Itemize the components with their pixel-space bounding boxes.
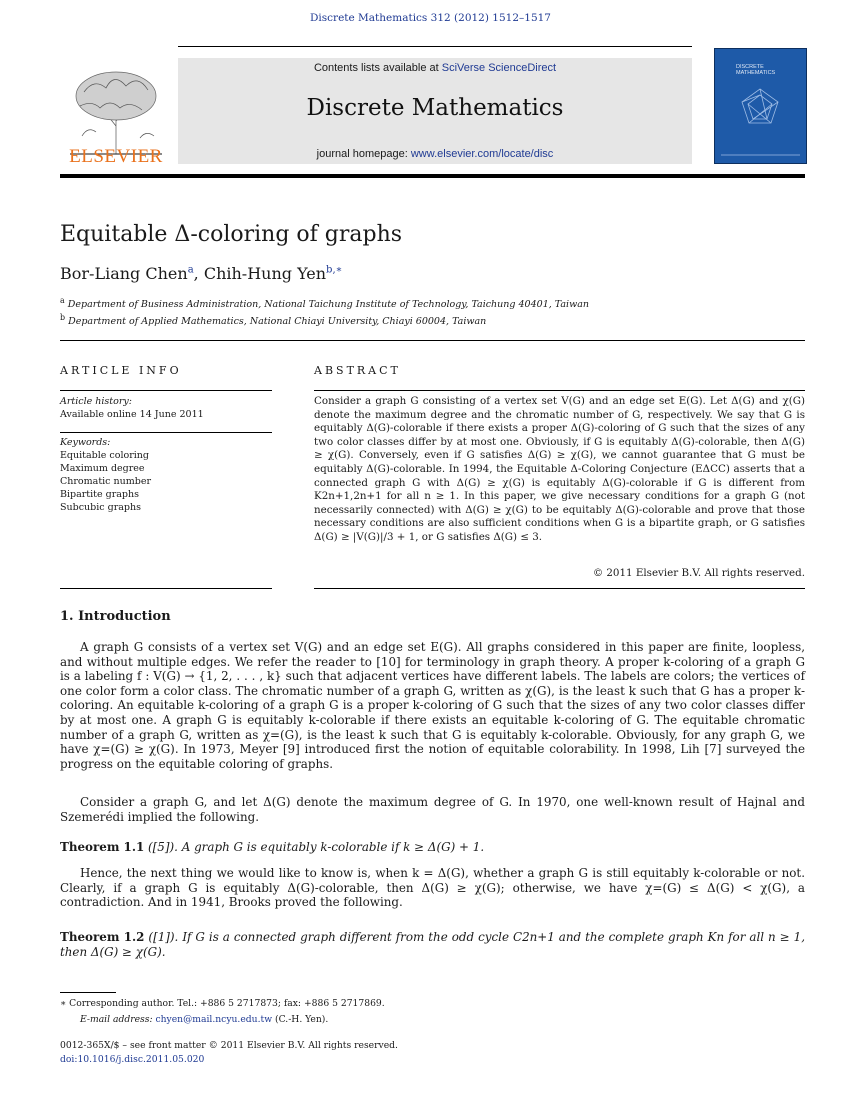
doi-link[interactable]: doi:10.1016/j.disc.2011.05.020 <box>60 1054 205 1065</box>
email-link[interactable]: chyen@mail.ncyu.edu.tw <box>155 1014 273 1025</box>
journal-name: Discrete Mathematics <box>306 95 564 121</box>
theorem <box>60 930 805 959</box>
article-info-heading: ARTICLE INFO <box>60 364 182 377</box>
theorem-statement: A graph G is equitably k-colorable if k ≥ Δ(G) + 1. <box>181 840 485 854</box>
info-divider <box>60 588 272 589</box>
affiliation-mark[interactable]: a <box>187 264 194 276</box>
keywords-label: Keywords: <box>60 437 111 448</box>
abstract-heading: ABSTRACT <box>314 364 401 377</box>
contents-prefix: Contents lists available at <box>313 62 442 74</box>
body-paragraph: A graph G consists of a vertex set V(G) and an edge set E(G). All graphs considered in this paper are finite, loopless, and without multiple edges. We refer the reader to [10] for terminology in graph theory. A proper k-coloring of a graph G is a labeling f : V(G) → {1, 2, . . . , k} such that adjacent vertices have different labels. The labels are colors; the vertices of one color form a color class. The chromatic number of a graph G, written as χ(G), is the least k such that G has a proper k-coloring. An equitable k-coloring of a graph G is a proper k-coloring of G such that the sizes of any two color classes differ by at most one. A graph G is equitably k-colorable if there exists an equitable k-coloring of G. The equitable chromatic number of a graph G, written as χ=(G), is the least k such that G is equitably k-colorable. Obviously, for any graph G, we have χ=(G) ≥ χ(G). In 1973, Meyer [9] introduced first the notion of equitable colorability. In 1998, Lih [7] surveyed the progress on the equitable coloring of graphs. <box>60 640 805 771</box>
keyword: Chromatic number <box>60 476 152 487</box>
header-divider <box>178 46 692 47</box>
affiliation-text: Department of Business Administration, National Taichung Institute of Technology, Taichung 40401, Taiwan <box>67 299 589 311</box>
abstract-divider <box>314 390 805 391</box>
theorem <box>60 840 805 855</box>
keyword: Subcubic graphs <box>60 502 141 513</box>
keywords-list <box>60 449 151 514</box>
affiliation-mark[interactable]: b,∗ <box>326 264 343 276</box>
author-name: Chih-Hung Yen <box>203 264 327 283</box>
journal-reference[interactable]: Discrete Mathematics 312 (2012) 1512–1517 <box>310 12 551 24</box>
abstract-text: Consider a graph G consisting of a vertex set V(G) and an edge set E(G). Let Δ(G) and χ(G) denote the maximum degree and the chromatic number of G, respectively. We say that G is equitably Δ(G)-colorable if there exists a proper Δ(G)-coloring of G such that the sizes of any two color classes differ by at most one. Obviously, if G is equitably Δ(G)-colorable, then Δ(G) ≥ χ(G). Conversely, even if G satisfies Δ(G) ≥ χ(G), we cannot guarantee that G must be equitably Δ(G)-colorable. In 1994, the Equitable Δ-Coloring Conjecture (EΔCC) asserts that a connected graph G with Δ(G) ≥ χ(G) is equitably Δ(G)-colorable if G is different from K2n+1,2n+1 for all n ≥ 1. In this paper, we give necessary conditions for a graph G (not necessarily connected) with Δ(G) ≥ χ(G) to be equitably Δ(G)-colorable and prove that those necessary conditions are also sufficient conditions when G is a bipartite graph, or G satisfies Δ(G) ≥ |V(G)|/3 + 1, or G satisfies Δ(G) ≤ 3. <box>314 395 805 543</box>
author-line <box>60 264 342 283</box>
body-paragraph: Hence, the next thing we would like to know is, when k = Δ(G), whether a graph G is still equitably k-colorable or not. Clearly, if a graph G is equitably Δ(G)-colorable, then Δ(G) ≥ χ(G); otherwise, we have χ=(G) ≤ Δ(G) < χ(G), a contradiction. And in 1941, Brooks proved the following. <box>60 866 805 910</box>
theorem-label: Theorem 1.2 <box>60 930 145 944</box>
issn-line: 0012-365X/$ – see front matter © 2011 Elsevier B.V. All rights reserved. <box>60 1040 398 1051</box>
corresponding-author-note: ∗ Corresponding author. Tel.: +886 5 2717873; fax: +886 5 2717869. <box>60 998 385 1009</box>
affiliation-text: Department of Applied Mathematics, National Chiayi University, Chiayi 60004, Taiwan <box>68 316 487 328</box>
footnote-divider <box>60 992 116 993</box>
homepage-link[interactable]: www.elsevier.com/locate/disc <box>410 148 554 160</box>
email-label: E-mail address: <box>80 1014 156 1025</box>
theorem-citation[interactable]: ([1]). <box>144 930 183 944</box>
contents-line <box>178 62 692 74</box>
homepage-line <box>178 148 692 160</box>
section-heading: 1. Introduction <box>60 609 171 624</box>
keyword: Equitable coloring <box>60 450 149 461</box>
theorem-label: Theorem 1.1 <box>60 840 145 854</box>
affiliation-label: a <box>60 296 65 305</box>
history-label: Article history: <box>60 396 132 407</box>
affiliation <box>60 296 589 310</box>
abstract-divider <box>314 588 805 589</box>
article-title: Equitable Δ-coloring of graphs <box>60 222 403 247</box>
keyword: Bipartite graphs <box>60 489 139 500</box>
masthead-rule <box>60 174 805 178</box>
affiliation-label: b <box>60 313 66 322</box>
keyword: Maximum degree <box>60 463 145 474</box>
sciencedirect-link[interactable]: SciVerse ScienceDirect <box>441 62 557 74</box>
cover-title: DISCRETE MATHEMATICS <box>736 64 776 76</box>
publisher-wordmark[interactable]: ELSEVIER <box>69 146 163 167</box>
author-separator: , <box>193 264 204 283</box>
email-note <box>80 1014 328 1025</box>
copyright-notice: © 2011 Elsevier B.V. All rights reserved. <box>592 567 805 579</box>
homepage-prefix: journal homepage: <box>316 148 411 160</box>
body-paragraph: Consider a graph G, and let Δ(G) denote the maximum degree of G. In 1970, one well-known result of Hajnal and Szemerédi implied the following. <box>60 795 805 824</box>
section-divider <box>60 340 805 341</box>
theorem-citation[interactable]: ([5]). <box>144 840 182 854</box>
email-suffix: (C.-H. Yen). <box>272 1014 329 1025</box>
affiliation <box>60 313 486 327</box>
info-divider <box>60 432 272 433</box>
theorem-statement: If G is a connected graph different from the odd cycle C2n+1 and the complete graph Kn for all n ≥ 1, then Δ(G) ≥ χ(G). <box>60 930 805 959</box>
history-value: Available online 14 June 2011 <box>60 409 204 420</box>
author-name: Bor-Liang Chen <box>60 264 188 283</box>
info-divider <box>60 390 272 391</box>
